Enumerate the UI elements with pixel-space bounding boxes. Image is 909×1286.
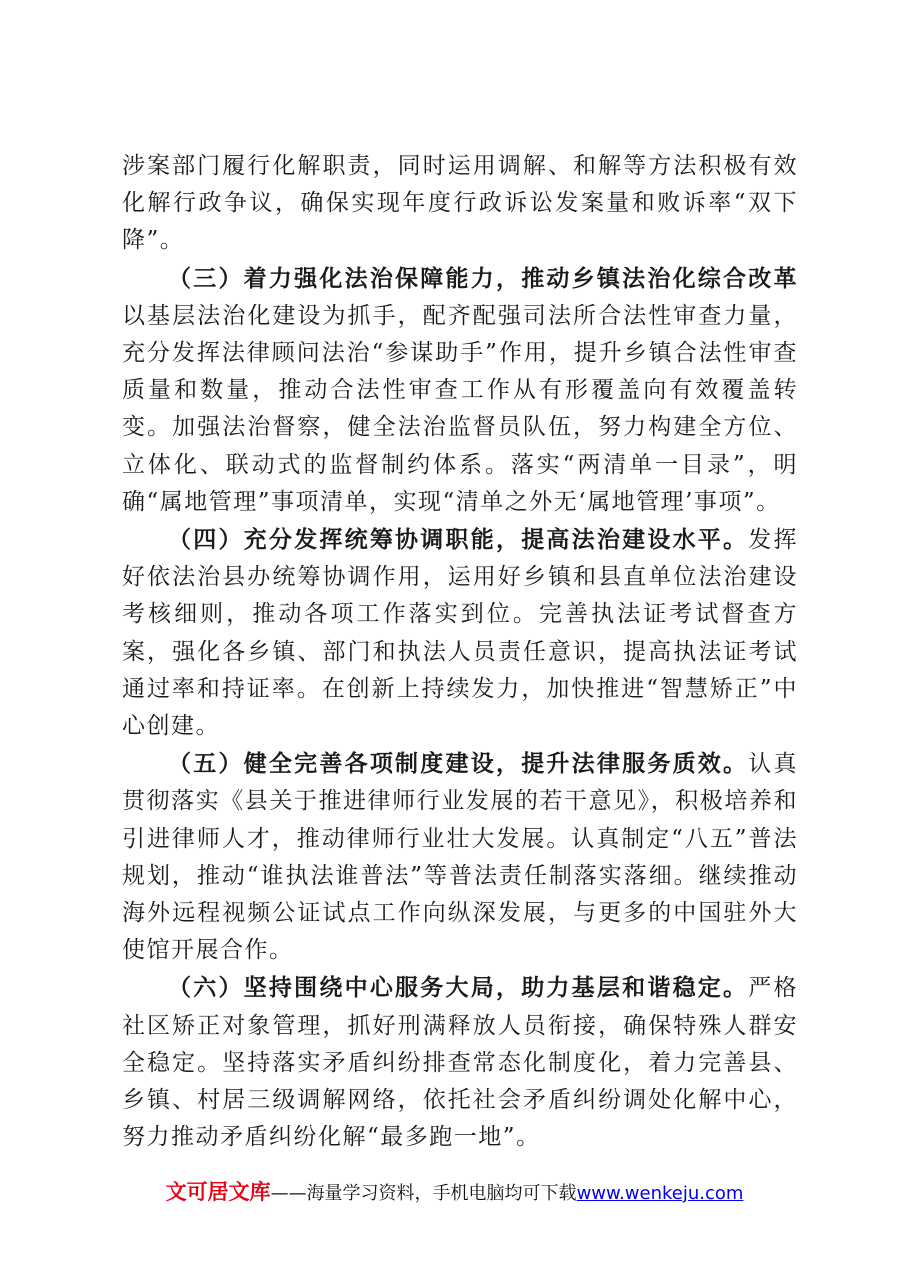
- footer-url-link[interactable]: www.wenkeju.com: [576, 1183, 744, 1204]
- paragraph-1: [122, 147, 798, 260]
- footer-banner: [0, 1178, 909, 1208]
- paragraph-heading: （四）充分发挥统筹协调职能，提高法治建设水平。: [168, 526, 749, 554]
- paragraph-text: 严格社区矫正对象管理，抓好刑满释放人员衔接，确保特殊人群安全稳定。坚持落实矛盾纠纷排查常态化制度化，着力完善县、乡镇、村居三级调解网络，依托社会矛盾纠纷调处化解中心，努力推动矛盾纠纷化解“最多跑一地”。: [122, 975, 799, 1151]
- paragraph-heading: （三）着力强化法治保障能力，推动乡镇法治化综合改革: [168, 264, 798, 292]
- document-body: [122, 147, 798, 1156]
- paragraph-text: 发挥好依法治县办统筹协调作用，运用好乡镇和县直单位法治建设考核细则，推动各项工作落实到位。完善执法证考试督查方案，强化各乡镇、部门和执法人员责任意识，提高执法证考试通过率和持证率。在创新上持续发力，加快推进“智慧矫正”中心创建。: [122, 527, 799, 740]
- paragraph-text: 以基层法治化建设为抓手，配齐配强司法所合法性审查力量，充分发挥法律顾问法治“参谋助手”作用，提升乡镇合法性审查质量和数量，推动合法性审查工作从有形覆盖向有效覆盖转变。加强法治督察，健全法治监督员队伍，努力构建全方位、立体化、联动式的监督制约体系。落实“两清单一目录”，明确“属地管理”事项清单，实现“清单之外无‘属地管理’事项”。: [122, 302, 798, 515]
- paragraph-5: [122, 969, 798, 1156]
- footer-tagline: ——海量学习资料，手机电脑均可下载: [270, 1183, 577, 1204]
- paragraph-4: [122, 745, 798, 969]
- paragraph-3: [122, 521, 798, 745]
- paragraph-2: [122, 260, 798, 521]
- paragraph-heading: （六）坚持围绕中心服务大局，助力基层和谐稳定。: [168, 974, 749, 1002]
- paragraph-heading: （五）健全完善各项制度建设，提升法律服务质效。: [168, 750, 749, 778]
- footer-brand: 文可居文库: [165, 1180, 271, 1204]
- paragraph-text: 涉案部门履行化解职责，同时运用调解、和解等方法积极有效化解行政争议，确保实现年度行政诉讼发案量和败诉率“双下降”。: [122, 153, 798, 254]
- paragraph-text: 认真贯彻落实《县关于推进律师行业发展的若干意见》，积极培养和引进律师人才，推动律师行业壮大发展。认真制定“八五”普法规划，推动“谁执法谁普法”等普法责任制落实落细。继续推动海外远程视频公证试点工作向纵深发展，与更多的中国驻外大使馆开展合作。: [122, 751, 799, 964]
